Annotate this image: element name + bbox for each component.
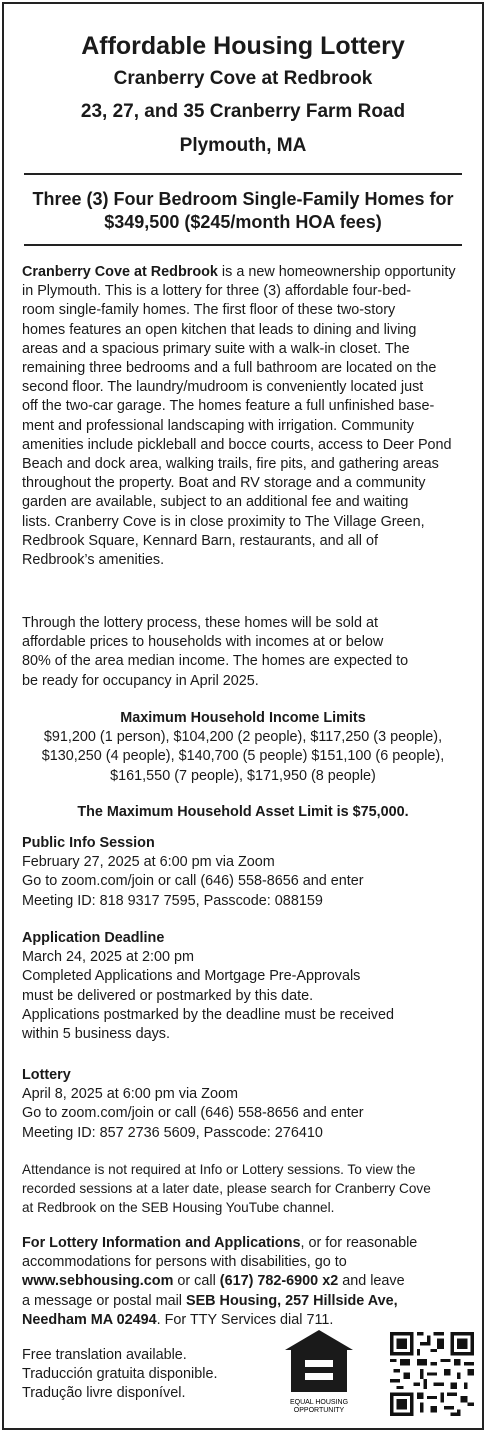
flyer-frame <box>2 2 484 1430</box>
process-paragraph: Through the lottery process, these homes will be sold at affordable prices to households with incomes at or below 80% of the area median income. The homes are expected to be ready for occupancy in April 2025. <box>22 615 409 689</box>
asset-limit: The Maximum Household Asset Limit is $75,000. <box>77 804 409 820</box>
translation-note: Free translation available. Traducción gratuita disponible. Tradução livre disponível. <box>22 1347 218 1402</box>
eho-text-1: EQUAL HOUSING <box>289 1399 349 1406</box>
page-title: Affordable Housing Lottery <box>81 32 405 60</box>
mailing-address: SEB Housing, 257 Hillside Ave, <box>185 1292 398 1309</box>
intro-paragraph: Cranberry Cove at Redbrook is a new homeownership opportunity in Plymouth. This is a lottery for three (3) affordable four-bed- room single-family homes. The first floor of these two-story homes features an open kitchen that leads to dining and living areas and a spacious primary suite with a walk-in closet. The remaining three bedrooms and a full bathroom are located on the second floor. The laundry/mudroom is conveniently located just off the two-car garage. The homes feature a full unfinished base- ment and professional landscaping with irrigation. Community amenities include pickleball and bocce courts, access to Deer Pond Beach and dock area, walking trails, fire pits, and gathering areas throughout the property. Boat and RV storage and a community garden are available, subject to an additional fee and waiting lists. Cranberry Cove is in close proximity to The Village Green, Redbrook Square, Kennard Barn, restaurants, and all of Redbrook’s amenities. <box>22 264 456 569</box>
offer-summary <box>22 188 464 234</box>
income-heading: Maximum Household Income Limits <box>120 710 366 726</box>
lottery-heading: Lottery <box>22 1067 71 1083</box>
phone-number: (617) 782-6900 x2 <box>219 1273 339 1290</box>
lottery-session: Lottery April 8, 2025 at 6:00 pm via Zoom Go to zoom.com/join or call (646) 558-8656 and enter Meeting ID: 857 2736 5609, Passcode: 276410 <box>22 1066 464 1143</box>
contact-info: For Lottery Information and Applications, or for reasonable accommodations for persons with disabilities, go to www.sebhousing.com or call (617) 782-6900 x2 and leave a message or postal mail SEB Housing, 257 Hillside Ave, Needham MA 02494. For TTY Services dial 711. <box>22 1235 418 1328</box>
deadline-heading: Application Deadline <box>22 930 165 946</box>
offer-line-1: Three (3) Four Bedroom Single-Family Homes for <box>32 189 454 209</box>
property-city: Plymouth, MA <box>179 135 307 156</box>
divider-top <box>24 173 462 175</box>
equal-housing-opportunity-icon <box>281 1322 357 1422</box>
income-limits: Maximum Household Income Limits $91,200 (1 person), $104,200 (2 people), $117,250 (3 people), $130,250 (4 people), $140,700 (5 people) $151,100 (6 people), $161,550 (7 people), $171,950 (8 people) <box>22 709 464 786</box>
property-address: 23, 27, and 35 Cranberry Farm Road <box>80 101 406 122</box>
qr-code-icon[interactable] <box>390 1332 474 1416</box>
divider-bottom <box>24 244 462 246</box>
attendance-note: Attendance is not required at Info or Lottery sessions. To view the recorded sessions at a later date, please search for Cranberry Cove at Redbrook on the SEB Housing YouTube channel. <box>22 1162 431 1216</box>
website-link[interactable]: www.sebhousing.com <box>22 1273 174 1290</box>
info-session-heading: Public Info Session <box>22 835 155 851</box>
info-session: Public Info Session February 27, 2025 at 6:00 pm via Zoom Go to zoom.com/join or call (646) 558-8656 and enter Meeting ID: 818 9317 7595, Passcode: 088159 <box>22 834 464 911</box>
eho-text-2: OPPORTUNITY <box>293 1407 345 1414</box>
offer-line-2: $349,500 ($245/month HOA fees) <box>104 212 382 232</box>
property-name: Cranberry Cove at Redbrook <box>113 68 373 89</box>
intro-property-name: Cranberry Cove at Redbrook <box>22 264 218 280</box>
application-deadline: Application Deadline March 24, 2025 at 2:00 pm Completed Applications and Mortgage Pre-Approvals must be delivered or postmarked by this date. Applications postmarked by the deadline must be received within 5 business days. <box>22 929 464 1044</box>
